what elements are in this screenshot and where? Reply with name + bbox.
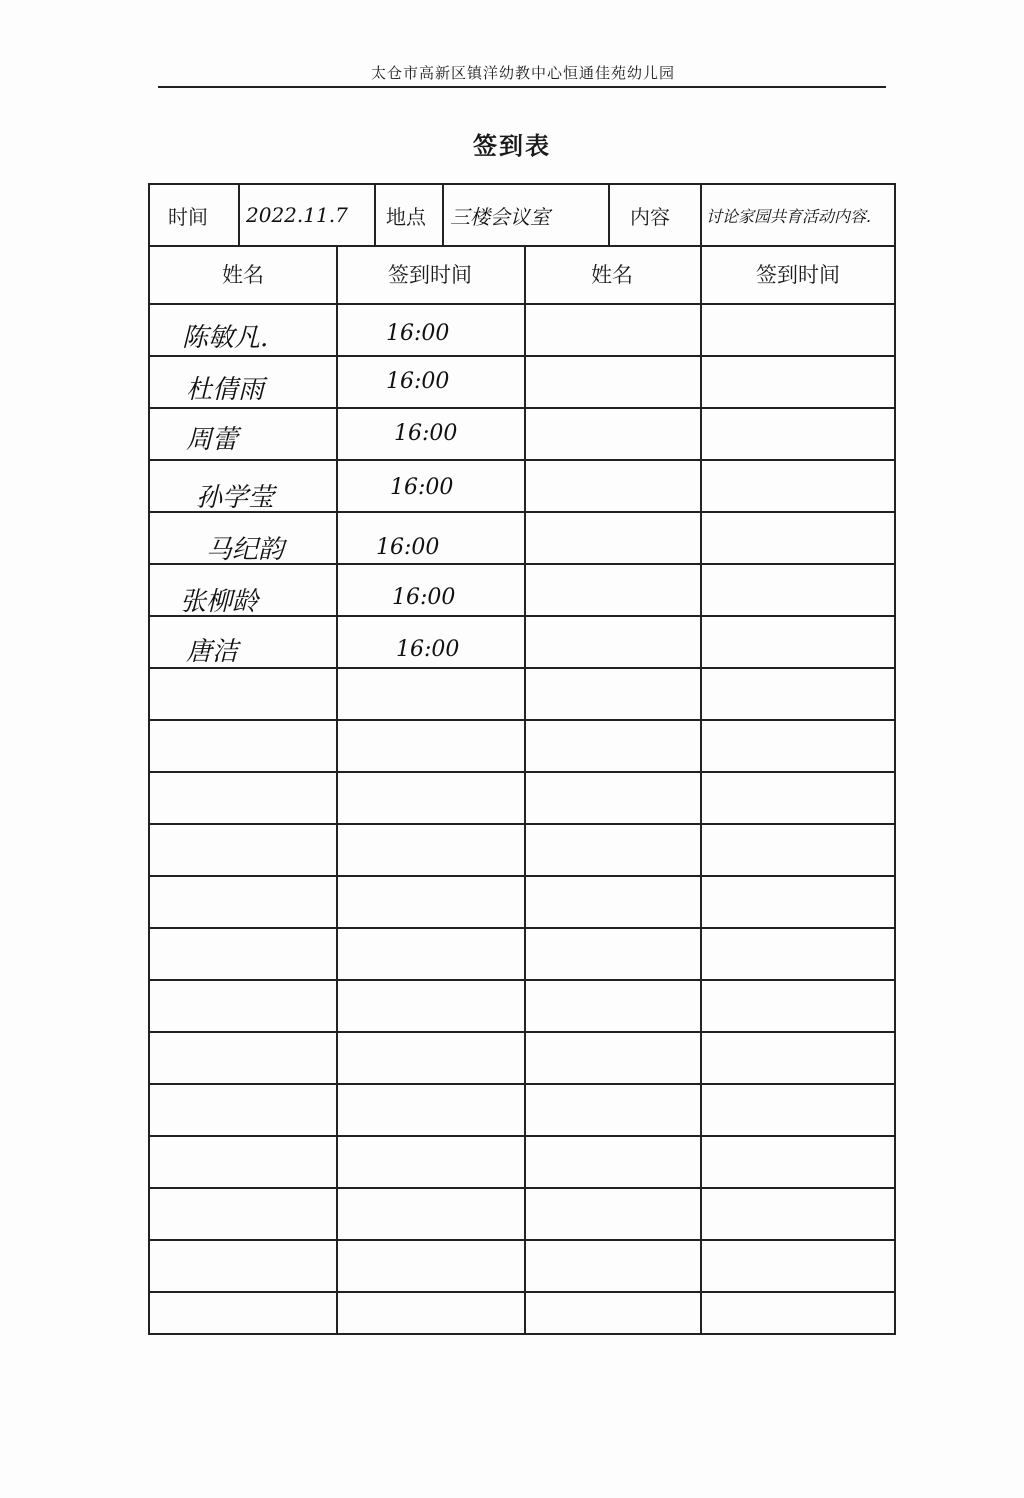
- col-header-name-2: 姓名: [591, 263, 633, 287]
- signature-name: 杜倩雨: [186, 375, 265, 405]
- row-divider: [150, 355, 894, 357]
- row-divider: [150, 979, 894, 981]
- place-label: 地点: [386, 204, 426, 229]
- row-divider: [150, 615, 894, 617]
- signature-time: 16:00: [392, 585, 456, 610]
- col-header-time-1: 签到时间: [388, 263, 472, 287]
- signature-time: 16:00: [394, 421, 458, 446]
- signature-name: 孙学莹: [196, 483, 275, 513]
- info-row: [150, 185, 894, 247]
- row-divider: [150, 1135, 894, 1137]
- row-divider: [150, 1239, 894, 1241]
- row-divider: [150, 719, 894, 721]
- column-header-row: [150, 245, 894, 303]
- header-rule: [158, 86, 886, 88]
- row-divider: [150, 1083, 894, 1085]
- row-divider: [150, 459, 894, 461]
- place-value: 三楼会议室: [450, 204, 550, 229]
- page-title: 签到表: [473, 132, 551, 160]
- col-header-time-2: 签到时间: [756, 263, 840, 287]
- row-divider: [150, 1031, 894, 1033]
- signature-time: 16:00: [386, 369, 450, 394]
- signature-name: 马纪韵: [206, 535, 285, 565]
- signature-name: 陈敏凡.: [182, 323, 269, 353]
- row-divider: [150, 667, 894, 669]
- row-divider: [150, 1291, 894, 1293]
- signature-name: 张柳龄: [180, 587, 259, 617]
- signature-name: 周蕾: [186, 425, 239, 455]
- row-divider: [150, 1187, 894, 1189]
- row-divider: [150, 927, 894, 929]
- signature-time: 16:00: [390, 475, 454, 500]
- time-value: 2022.11.7: [246, 203, 348, 227]
- content-value: 讨论家园共育活动内容.: [706, 206, 872, 226]
- content-label: 内容: [630, 204, 670, 229]
- row-divider: [150, 823, 894, 825]
- school-name: 太仓市高新区镇洋幼教中心恒通佳苑幼儿园: [370, 64, 675, 82]
- signature-name: 唐洁: [186, 637, 239, 667]
- time-label: 时间: [168, 204, 208, 229]
- sign-in-sheet: [148, 183, 896, 1335]
- signature-time: 16:00: [376, 535, 440, 560]
- row-divider: [150, 771, 894, 773]
- signature-time: 16:00: [396, 637, 460, 662]
- row-divider: [150, 875, 894, 877]
- signature-time: 16:00: [386, 321, 450, 346]
- row-divider: [150, 303, 894, 305]
- row-divider: [150, 407, 894, 409]
- col-header-name-1: 姓名: [222, 263, 264, 287]
